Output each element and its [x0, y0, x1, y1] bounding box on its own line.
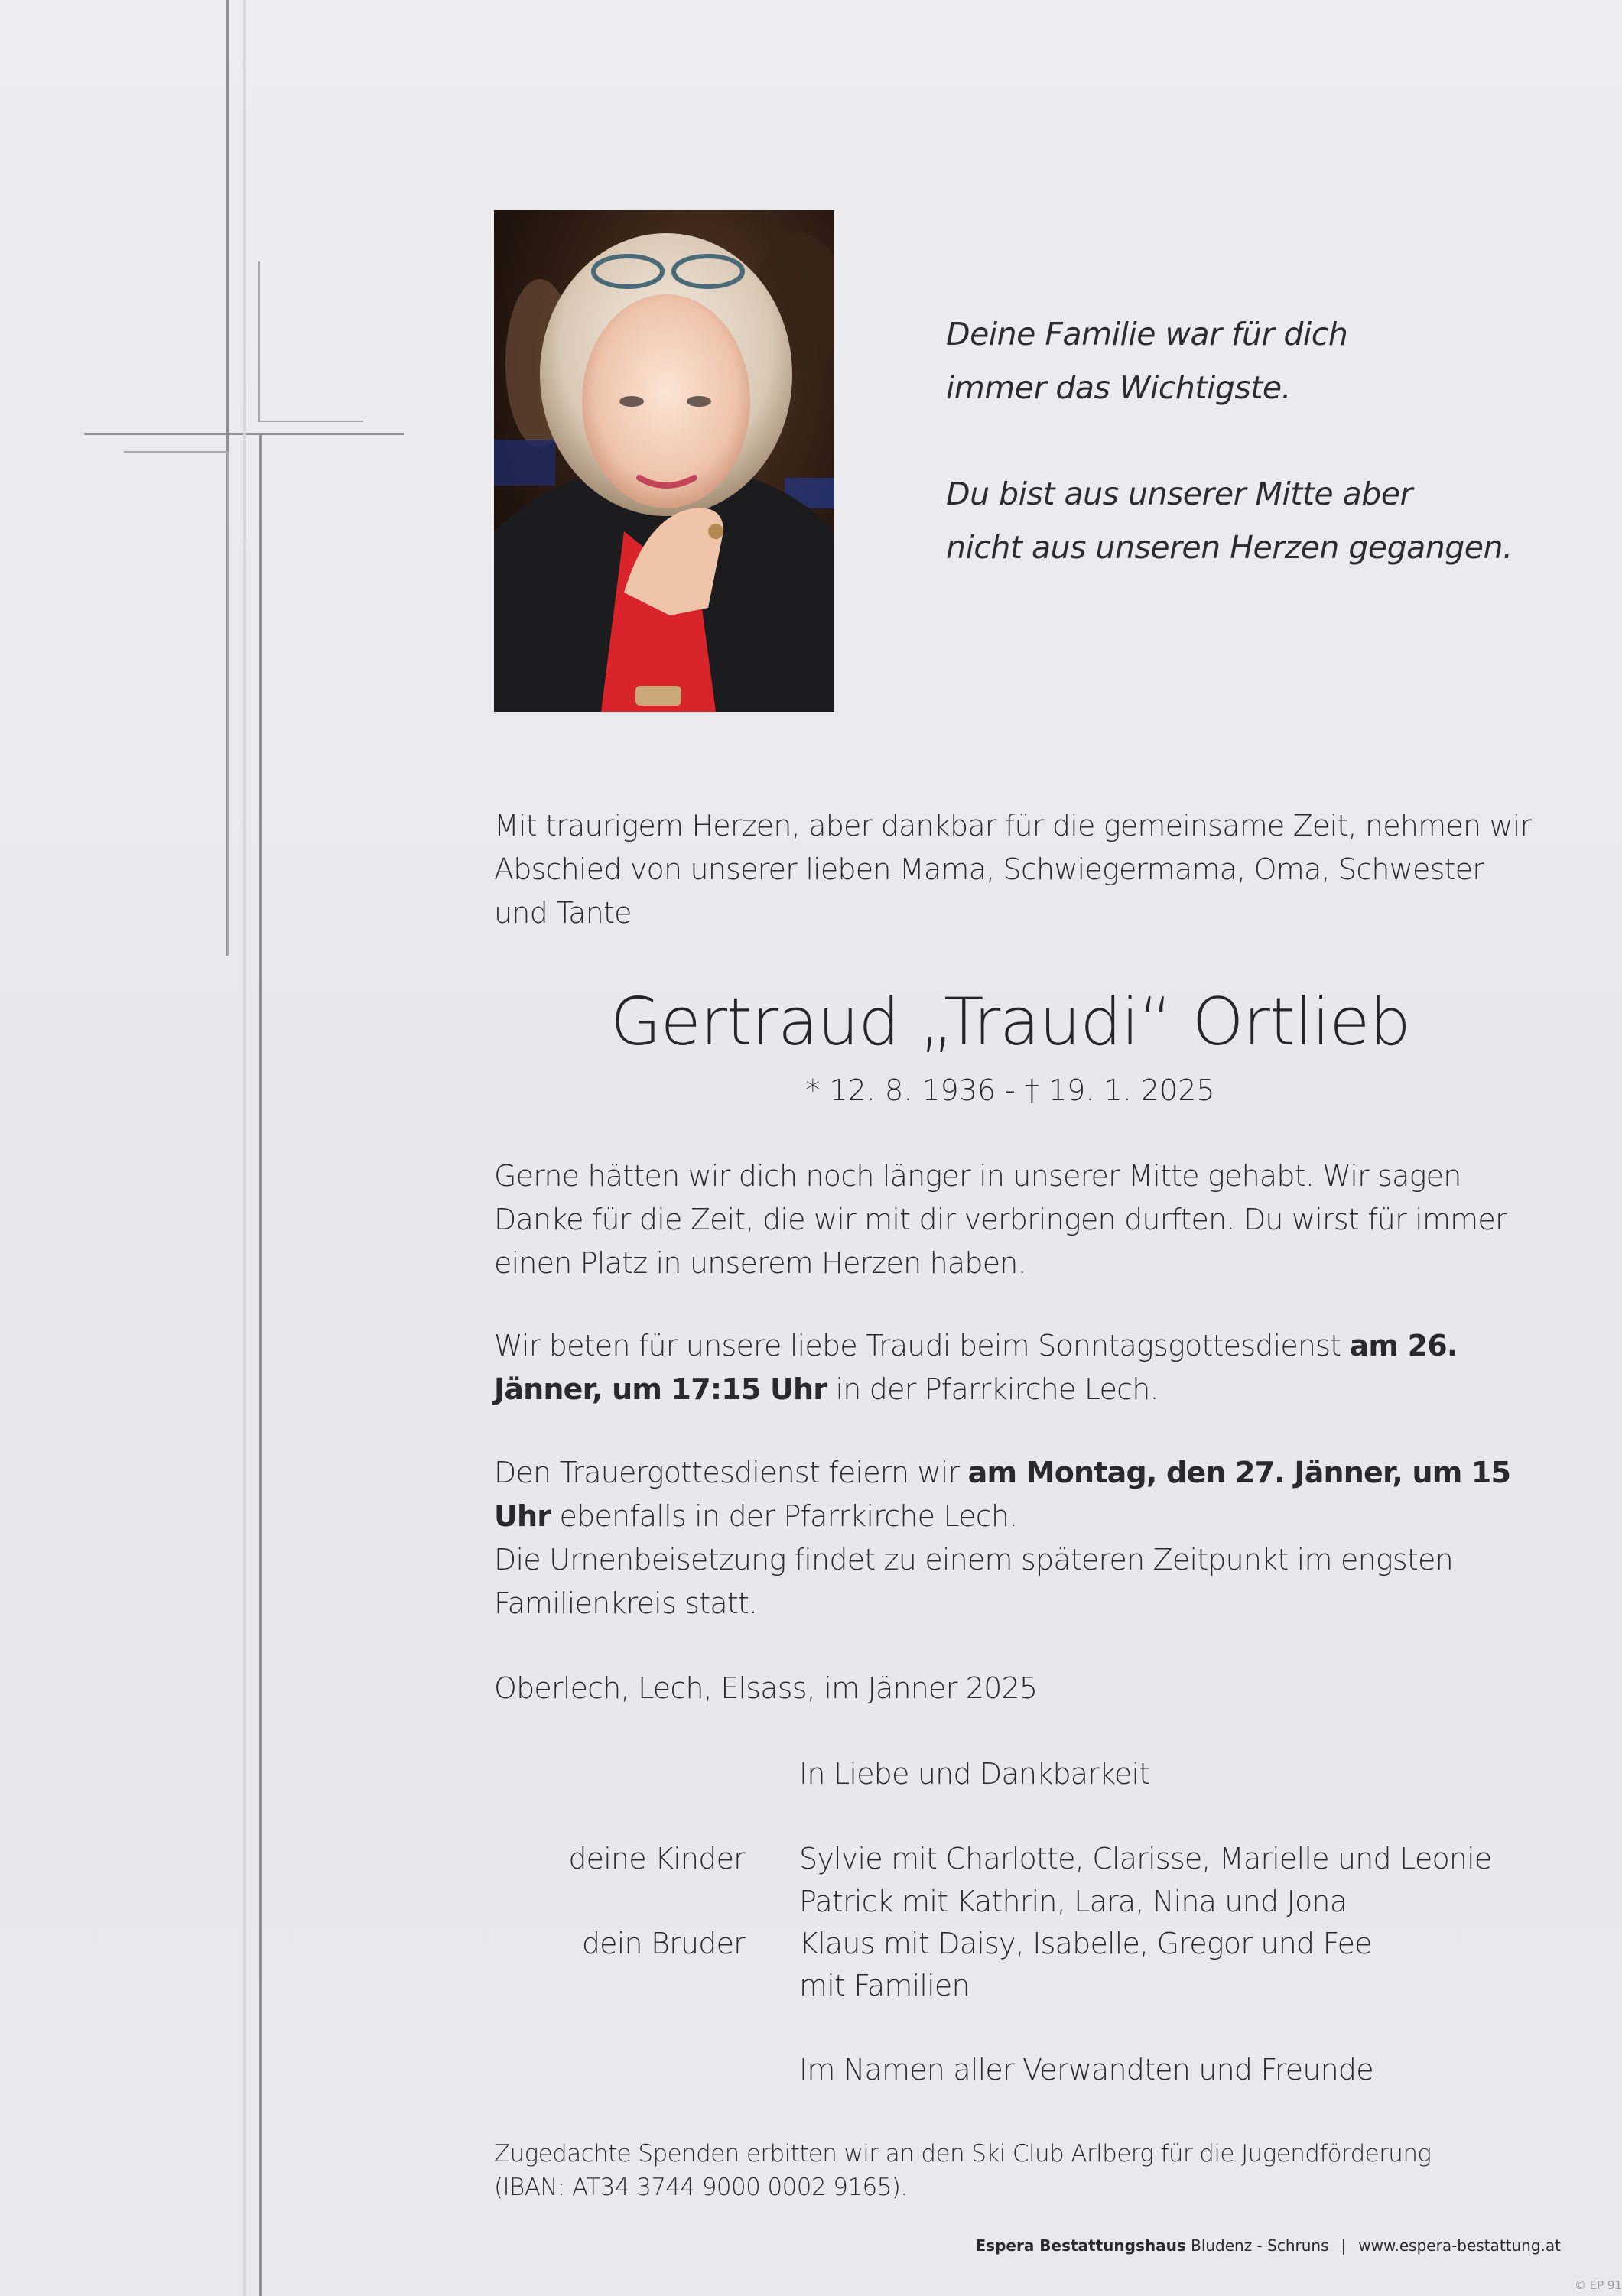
copyright-mark: © EP 91 — [1574, 2278, 1622, 2292]
brother-line-1: Klaus mit Daisy, Isabelle, Gregor und Fee — [799, 1927, 1372, 1960]
prayer-paragraph — [494, 1324, 1534, 1411]
quote-family: Deine Familie war für dich immer das Wichtigste. — [946, 316, 1348, 406]
signature-opening: In Liebe und Dankbarkeit — [799, 1757, 1150, 1791]
intro-paragraph: Mit traurigem Herzen, aber dankbar für die gemeinsame Zeit, nehmen wir Abschied von unserer lieben Mama, Schwiegermama, Oma, Schwester und Tante — [494, 809, 1532, 930]
cross-horizontal-bar-upper — [260, 421, 363, 422]
funeral-text-before: Den Trauergottesdienst feiern wir — [494, 1456, 968, 1489]
children-label: deine Kinder — [568, 1842, 745, 1875]
donation-iban: (IBAN: AT34 3744 9000 0002 9165). — [494, 2174, 908, 2201]
footer-separator: | — [1341, 2236, 1347, 2255]
tribute-paragraph: Gerne hätten wir dich noch länger in unserer Mitte gehabt. Wir sagen Danke für die Zeit, die wir mit dir verbringen durften. Du wirst für immer einen Platz in unserem Herzen haben. — [494, 1159, 1507, 1280]
urn-burial-text: Die Urnenbeisetzung findet zu einem späteren Zeitpunkt im engsten Familienkreis statt. — [494, 1543, 1453, 1620]
donation-line-1: Zugedachte Spenden erbitten wir an den Ski Club Arlberg für die Jugendförderung — [494, 2140, 1432, 2168]
deceased-name: Gertraud „Traudi“ Ortlieb — [610, 984, 1410, 1060]
children-line-1: Sylvie mit Charlotte, Clarisse, Marielle und Leonie — [799, 1842, 1492, 1875]
footer — [976, 2236, 1561, 2255]
footer-locations: Bludenz - Schruns — [1185, 2236, 1329, 2255]
portrait-image — [494, 210, 834, 712]
funeral-text-after: ebenfalls in der Pfarrkirche Lech. — [551, 1499, 1018, 1533]
footer-company: Espera Bestattungshaus — [975, 2236, 1186, 2255]
cross-vertical-line-right — [259, 434, 262, 2296]
cross-vertical-line-upper-right — [258, 261, 260, 422]
brother-line-2: mit Familien — [799, 1969, 970, 2002]
signature-closing: Im Namen aller Verwandten und Freunde — [799, 2053, 1373, 2087]
place-date: Oberlech, Lech, Elsass, im Jänner 2025 — [494, 1671, 1038, 1705]
cross-horizontal-bar-lower — [124, 451, 228, 453]
cross-vertical-line-lower-left — [227, 451, 229, 956]
funeral-date-time: am Montag, den 27. Jänner, um 15 Uhr — [494, 1456, 1511, 1533]
portrait-photo — [494, 210, 834, 712]
prayer-date-time: am 26. Jänner, um 17:15 Uhr — [494, 1329, 1458, 1406]
prayer-text-after: in der Pfarrkirche Lech. — [827, 1372, 1159, 1406]
page-vertical-shade — [243, 0, 246, 2296]
donation-note — [494, 2137, 1488, 2204]
quote-hearts: Du bist aus unserer Mitte aber nicht aus unseren Herzen gegangen. — [946, 476, 1513, 566]
footer-website: www.espera-bestattung.at — [1358, 2236, 1561, 2255]
life-dates: * 12. 8. 1936 - † 19. 1. 2025 — [805, 1073, 1215, 1107]
prayer-text-before: Wir beten für unsere liebe Traudi beim Sonntagsgottesdienst — [494, 1329, 1350, 1362]
funeral-paragraph — [494, 1451, 1534, 1625]
children-line-2: Patrick mit Kathrin, Lara, Nina und Jona — [799, 1885, 1347, 1918]
brother-label: dein Bruder — [581, 1927, 745, 1960]
